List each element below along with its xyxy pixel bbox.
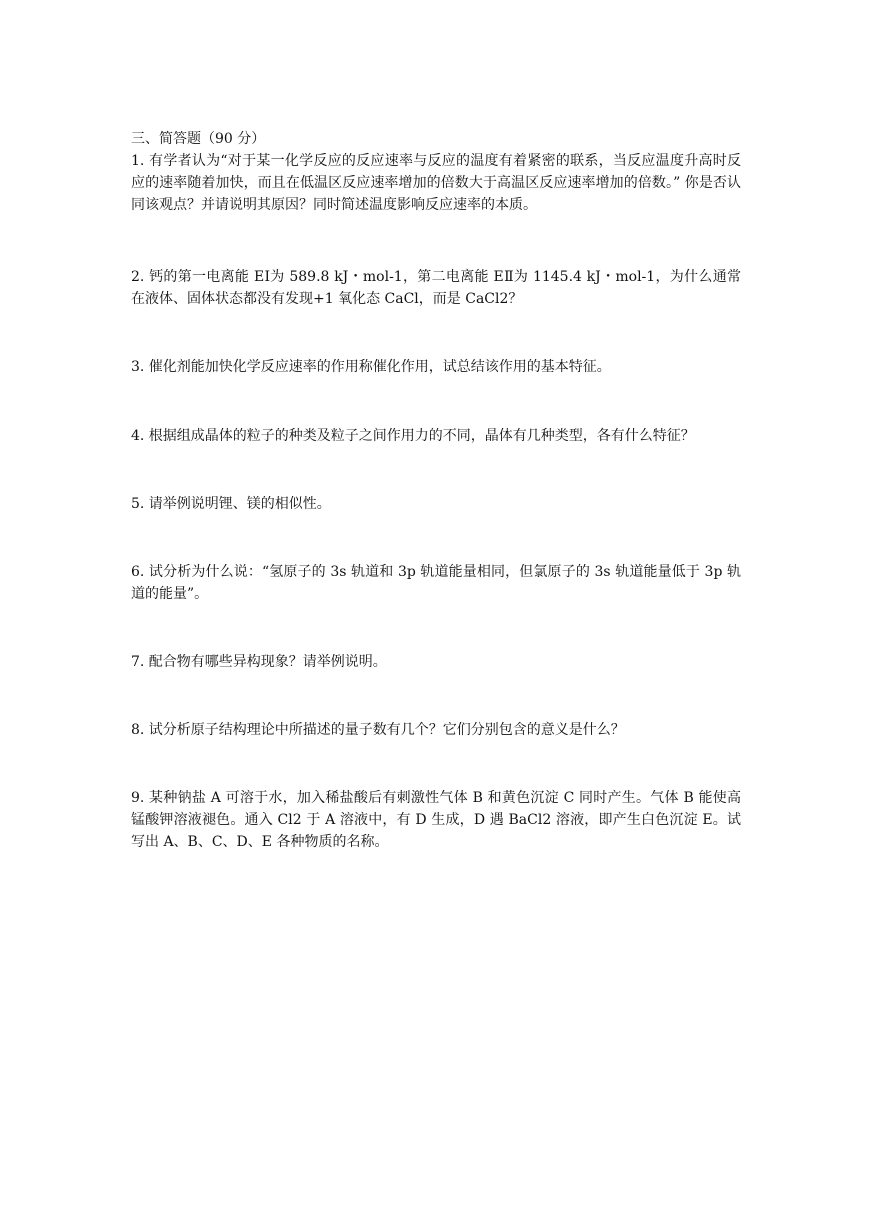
- question-4: 4. 根据组成晶体的粒子的种类及粒子之间作用力的不同，晶体有几种类型，各有什么特征？: [131, 428, 695, 444]
- question-7: 7. 配合物有哪些异构现象？请举例说明。: [131, 654, 387, 670]
- document-body: [131, 128, 741, 853]
- question-1: 1. 有学者认为“对于某一化学反应的反应速率与反应的温度有着紧密的联系，当反应温度升高时反应的速率随着加快，而且在低温区反应速率增加的倍数大于高温区反应速率增加的倍数。” 你是否认同该观点？并请说明其原因？同时简述温度影响反应速率的本质。: [131, 153, 741, 213]
- question-3: 3. 催化剂能加快化学反应速率的作用称催化作用，试总结该作用的基本特征。: [131, 359, 611, 375]
- question-8: 8. 试分析原子结构理论中所描述的量子数有几个？它们分别包含的意义是什么？: [131, 722, 625, 738]
- section-title: 三、简答题（90 分）: [131, 131, 266, 147]
- question-5: 5. 请举例说明锂、镁的相似性。: [131, 496, 331, 512]
- question-2: 2. 钙的第一电离能 EⅠ为 589.8 kJ・mol-1，第二电离能 EⅡ为 1145.4 kJ・mol-1，为什么通常在液体、固体状态都没有发现+1 氧化态 CaCl，而是 CaCl2？: [131, 269, 741, 307]
- question-9: 9. 某种钠盐 A 可溶于水，加入稀盐酸后有刺激性气体 B 和黄色沉淀 C 同时产生。气体 B 能使高锰酸钾溶液褪色。通入 Cl2 于 A 溶液中，有 D 生成，D 遇 BaCl2 溶液，即产生白色沉淀 E。试写出 A、B、C、D、E 各种物质的名称。: [131, 790, 741, 850]
- question-6: 6. 试分析为什么说：“氢原子的 3s 轨道和 3p 轨道能量相同，但氯原子的 3s 轨道能量低于 3p 轨道的能量”。: [131, 564, 741, 602]
